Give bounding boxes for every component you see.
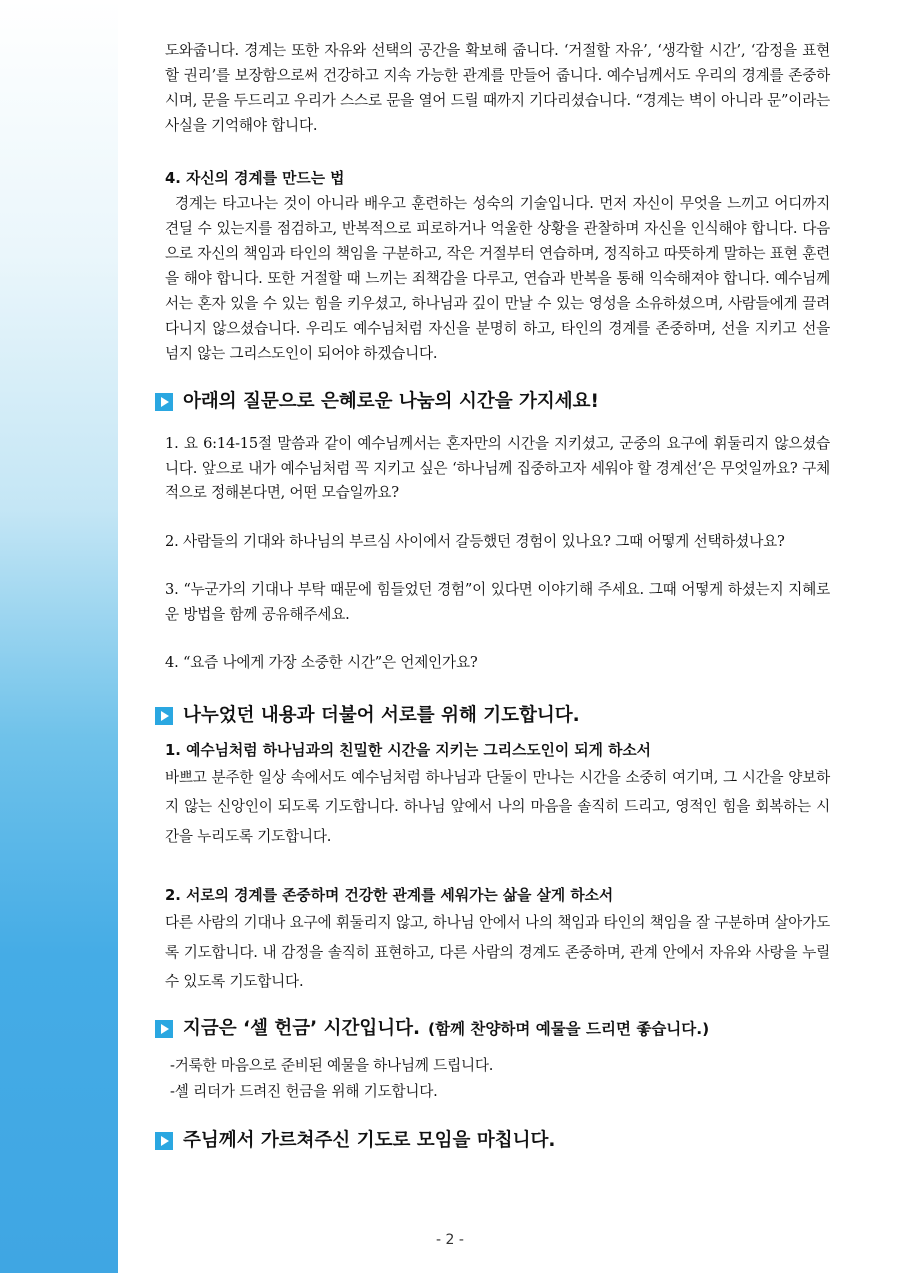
prayer-2-title: 2. 서로의 경계를 존중하며 건강한 관계를 세워가는 삶을 살게 하소서 bbox=[165, 887, 614, 904]
prayer-1-body: 바쁘고 분주한 일상 속에서도 예수님처럼 하나님과 단둘이 만나는 시간을 소중히 여기며, 그 시간을 양보하지 않는 신앙인이 되도록 기도합니다. 하나님 앞에서 나의 마음을 솔직히 드리고, 영적인 힘을 회복하는 시간을 누리도록 기도합니다. bbox=[165, 768, 830, 845]
sharing-heading bbox=[155, 388, 830, 416]
question-4: 4. “요즘 나에게 가장 소중한 시간”은 언제인가요? bbox=[165, 654, 478, 671]
prayer-2-body: 다른 사람의 기대나 요구에 휘둘리지 않고, 하나님 안에서 나의 책임과 타인의 책임을 잘 구분하며 살아가도록 기도합니다. 내 감정을 솔직히 표현하고, 다른 사람의 경계도 존중하며, 관계 안에서 자유와 사랑을 누릴 수 있도록 기도합니다. bbox=[165, 914, 830, 990]
prayer-heading-text: 나누었던 내용과 더불어 서로를 위해 기도합니다. bbox=[183, 704, 580, 726]
prayer-1-title: 1. 예수님처럼 하나님과의 친밀한 시간을 지키는 그리스도인이 되게 하소서 bbox=[165, 741, 651, 759]
prayer-heading bbox=[155, 702, 830, 730]
play-arrow-icon bbox=[155, 707, 173, 725]
closing-heading-text: 주님께서 가르쳐주신 기도로 모임을 마칩니다. bbox=[183, 1129, 556, 1151]
offering-line-2: -셀 리더가 드려진 헌금을 위해 기도합니다. bbox=[170, 1082, 438, 1100]
question-2: 2. 사람들의 기대와 하나님의 부르심 사이에서 갈등했던 경험이 있나요? 그때 어떻게 선택하셨나요? bbox=[165, 532, 785, 550]
page-content bbox=[165, 38, 830, 1155]
section-4-body: 경계는 타고나는 것이 아니라 배우고 훈련하는 성숙의 기술입니다. 먼저 자신이 무엇을 느끼고 어디까지 견딜 수 있는지를 점검하고, 반복적으로 피로하거나 억울한 상황을 관찰하며 자신을 인식해야 합니다. 다음으로 자신의 책임과 타인의 책임을 구분하고, 작은 거절부터 연습하며, 정직하고 따뜻하게 말하는 표현 훈련을 해야 합니다. 또한 거절할 때 느끼는 죄책감을 다루고, 연습과 반복을 통해 익숙해져야 합니다. 예수님께서는 혼자 있을 수 있는 힘을 키우셨고, 하나님과 깊이 만날 수 있는 영성을 소유하셨으며, 사람들에게 끌려 다니지 않으셨습니다. 우리도 예수님처럼 자신을 분명히 하고, 타인의 경계를 존중하며, 선을 지키고 선을 넘지 않는 그리스도인이 되어야 하겠습니다. bbox=[165, 195, 830, 362]
question-3: 3. “누군가의 기대나 부탁 때문에 힘들었던 경험”이 있다면 이야기해 주세요. 그때 어떻게 하셨는지 지혜로운 방법을 함께 공유해주세요. bbox=[165, 581, 830, 623]
page-number: - 2 - bbox=[436, 1232, 464, 1248]
closing-heading bbox=[155, 1127, 830, 1155]
offering-note: (함께 찬양하며 예물을 드리면 좋습니다.) bbox=[428, 1019, 710, 1038]
intro-paragraph: 도와줍니다. 경계는 또한 자유와 선택의 공간을 확보해 줍니다. ‘거절할 자유’, ‘생각할 시간’, ‘감정을 표현할 권리’를 보장함으로써 건강하고 지속 가능한 관계를 만들어 줍니다. 예수님께서도 우리의 경계를 존중하시며, 문을 두드리고 우리가 스스로 문을 열어 드릴 때까지 기다리셨습니다. “경계는 벽이 아니라 문”이라는 사실을 기억해야 합니다. bbox=[165, 42, 830, 134]
offering-heading bbox=[155, 1015, 830, 1043]
play-arrow-icon bbox=[155, 1020, 173, 1038]
section-4-title: 4. 자신의 경계를 만드는 법 bbox=[165, 170, 345, 187]
offering-line-1: -거룩한 마음으로 준비된 예물을 하나님께 드립니다. bbox=[170, 1056, 494, 1074]
play-arrow-icon bbox=[155, 1132, 173, 1150]
question-1: 1. 요 6:14-15절 말씀과 같이 예수님께서는 혼자만의 시간을 지키셨고, 군중의 요구에 휘둘리지 않으셨습니다. 앞으로 내가 예수님처럼 꼭 지키고 싶은 ‘하나님께 집중하고자 세워야 할 경계선’은 무엇일까요? 구체적으로 정해본다면, 어떤 모습일까요? bbox=[165, 435, 830, 501]
decorative-sidebar bbox=[0, 0, 118, 1273]
offering-heading-text: 지금은 ‘셀 헌금’ 시간입니다. bbox=[183, 1017, 420, 1039]
play-arrow-icon bbox=[155, 393, 173, 411]
sharing-heading-text: 아래의 질문으로 은혜로운 나눔의 시간을 가지세요! bbox=[183, 391, 599, 412]
